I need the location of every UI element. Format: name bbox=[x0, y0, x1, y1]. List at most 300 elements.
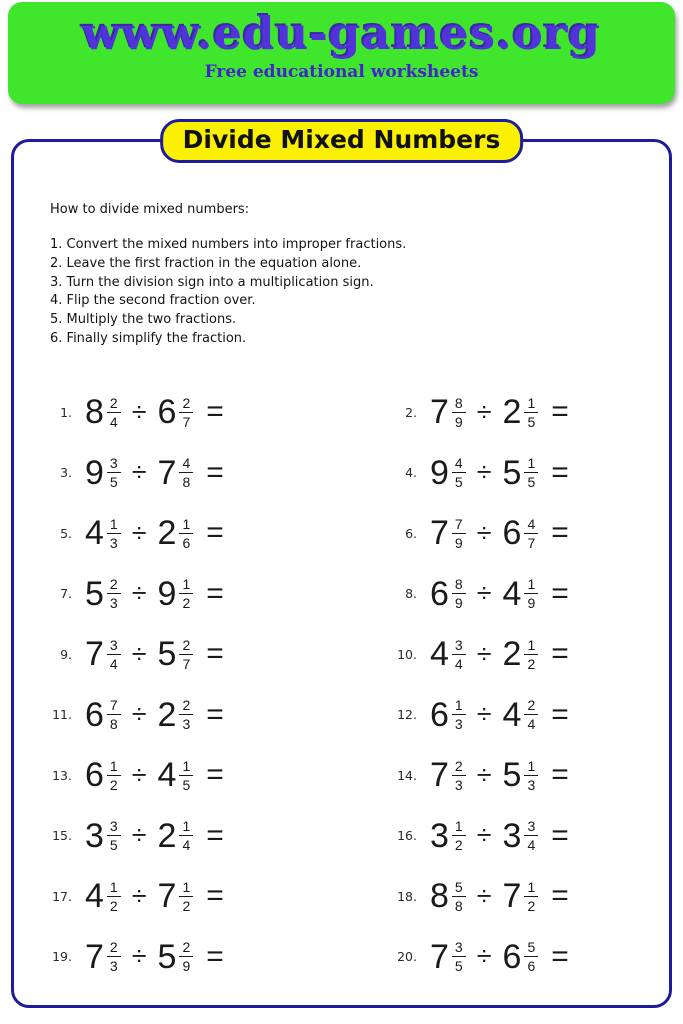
fraction-denominator: 7 bbox=[182, 655, 191, 672]
fraction bbox=[179, 939, 193, 974]
fraction-denominator: 2 bbox=[109, 897, 118, 914]
fraction bbox=[107, 455, 121, 490]
problem-17 bbox=[45, 866, 390, 927]
mixed-number bbox=[85, 455, 121, 490]
mixed-number bbox=[158, 516, 194, 551]
fraction-denominator: 6 bbox=[182, 534, 191, 551]
fraction-denominator: 9 bbox=[182, 958, 191, 975]
problem-number: 12. bbox=[397, 707, 417, 723]
whole-number: 2 bbox=[157, 514, 177, 553]
site-banner bbox=[8, 2, 675, 104]
fraction bbox=[452, 637, 466, 672]
problem-9 bbox=[45, 624, 390, 685]
fraction-numerator: 2 bbox=[107, 939, 121, 957]
instructions-block bbox=[50, 202, 406, 349]
problem-number: 9. bbox=[60, 646, 72, 662]
fraction bbox=[524, 637, 538, 672]
fraction-denominator: 2 bbox=[109, 776, 118, 793]
fraction-numerator: 1 bbox=[107, 758, 121, 776]
fraction bbox=[524, 516, 538, 551]
fraction-numerator: 3 bbox=[524, 818, 538, 836]
fraction bbox=[452, 516, 466, 551]
fraction-numerator: 7 bbox=[107, 697, 121, 715]
fraction-numerator: 1 bbox=[452, 697, 466, 715]
fraction-denominator: 5 bbox=[109, 837, 118, 854]
problem-expression bbox=[430, 516, 569, 551]
divide-sign: ÷ bbox=[131, 638, 147, 669]
problem-expression bbox=[430, 939, 569, 974]
whole-number: 9 bbox=[85, 453, 104, 492]
fraction-denominator: 2 bbox=[182, 595, 191, 612]
problem-number: 18. bbox=[397, 888, 417, 904]
fraction-numerator: 4 bbox=[179, 455, 193, 473]
mixed-number bbox=[503, 939, 539, 974]
whole-number: 4 bbox=[502, 695, 522, 734]
problem-expression bbox=[85, 818, 224, 853]
fraction-numerator: 8 bbox=[452, 395, 466, 413]
divide-sign: ÷ bbox=[476, 820, 492, 851]
problem-expression bbox=[85, 637, 224, 672]
equals-sign: = bbox=[551, 576, 569, 610]
fraction-numerator: 2 bbox=[179, 697, 193, 715]
mixed-number bbox=[503, 395, 539, 430]
whole-number: 3 bbox=[502, 816, 522, 855]
problem-expression bbox=[430, 758, 569, 793]
instruction-step: 6. Finally simplify the fraction. bbox=[50, 330, 247, 346]
fraction-denominator: 3 bbox=[109, 534, 118, 551]
whole-number: 5 bbox=[502, 756, 522, 795]
instruction-step: 5. Multiply the two fractions. bbox=[50, 312, 237, 328]
mixed-number bbox=[85, 758, 121, 793]
whole-number: 7 bbox=[85, 635, 104, 674]
problem-expression bbox=[85, 697, 224, 732]
equals-sign: = bbox=[551, 516, 569, 550]
problem-20 bbox=[390, 927, 655, 988]
fraction-numerator: 1 bbox=[179, 758, 193, 776]
fraction bbox=[179, 516, 193, 551]
fraction-denominator: 4 bbox=[527, 716, 536, 733]
equals-sign: = bbox=[206, 516, 224, 550]
fraction-denominator: 3 bbox=[109, 958, 118, 975]
fraction bbox=[452, 455, 466, 490]
mixed-number bbox=[158, 637, 194, 672]
problem-number: 8. bbox=[405, 586, 417, 602]
problem-10 bbox=[390, 624, 655, 685]
mixed-number bbox=[430, 818, 466, 853]
fraction-denominator: 3 bbox=[527, 776, 536, 793]
whole-number: 7 bbox=[430, 756, 449, 795]
problem-18 bbox=[390, 866, 655, 927]
mixed-number bbox=[503, 818, 539, 853]
fraction bbox=[107, 879, 121, 914]
problem-number: 15. bbox=[52, 828, 72, 844]
whole-number: 6 bbox=[85, 695, 104, 734]
fraction-numerator: 3 bbox=[452, 939, 466, 957]
mixed-number bbox=[85, 818, 121, 853]
fraction bbox=[524, 455, 538, 490]
fraction-numerator: 2 bbox=[107, 395, 121, 413]
whole-number: 2 bbox=[502, 635, 522, 674]
fraction-denominator: 6 bbox=[527, 958, 536, 975]
problem-expression bbox=[85, 516, 224, 551]
equals-sign: = bbox=[206, 455, 224, 489]
whole-number: 7 bbox=[430, 393, 449, 432]
whole-number: 5 bbox=[157, 937, 177, 976]
problem-expression bbox=[85, 455, 224, 490]
fraction-numerator: 3 bbox=[107, 637, 121, 655]
fraction bbox=[524, 576, 538, 611]
fraction-numerator: 4 bbox=[452, 455, 466, 473]
mixed-number bbox=[503, 637, 539, 672]
fraction bbox=[452, 758, 466, 793]
problem-15 bbox=[45, 806, 390, 867]
equals-sign: = bbox=[551, 758, 569, 792]
equals-sign: = bbox=[206, 879, 224, 913]
mixed-number bbox=[503, 455, 539, 490]
fraction bbox=[107, 637, 121, 672]
mixed-number bbox=[430, 939, 466, 974]
mixed-number bbox=[430, 395, 466, 430]
equals-sign: = bbox=[206, 395, 224, 429]
fraction-numerator: 2 bbox=[107, 576, 121, 594]
fraction-numerator: 5 bbox=[524, 939, 538, 957]
equals-sign: = bbox=[206, 758, 224, 792]
fraction-denominator: 3 bbox=[454, 716, 463, 733]
whole-number: 6 bbox=[85, 756, 104, 795]
fraction bbox=[179, 576, 193, 611]
fraction bbox=[179, 697, 193, 732]
whole-number: 5 bbox=[85, 574, 104, 613]
fraction-denominator: 5 bbox=[454, 958, 463, 975]
fraction-denominator: 4 bbox=[527, 837, 536, 854]
equals-sign: = bbox=[206, 818, 224, 852]
fraction-numerator: 8 bbox=[452, 576, 466, 594]
divide-sign: ÷ bbox=[476, 759, 492, 790]
fraction-numerator: 5 bbox=[452, 879, 466, 897]
problem-3 bbox=[45, 443, 390, 504]
fraction-denominator: 3 bbox=[109, 595, 118, 612]
fraction-numerator: 3 bbox=[107, 455, 121, 473]
whole-number: 6 bbox=[430, 695, 449, 734]
fraction bbox=[452, 395, 466, 430]
fraction-numerator: 3 bbox=[107, 818, 121, 836]
divide-sign: ÷ bbox=[131, 699, 147, 730]
fraction-denominator: 9 bbox=[454, 595, 463, 612]
fraction-numerator: 2 bbox=[452, 758, 466, 776]
mixed-number bbox=[158, 879, 194, 914]
worksheet-title-badge: Divide Mixed Numbers bbox=[160, 119, 524, 163]
divide-sign: ÷ bbox=[131, 396, 147, 427]
fraction-denominator: 9 bbox=[454, 534, 463, 551]
fraction-denominator: 8 bbox=[454, 897, 463, 914]
problem-1 bbox=[45, 382, 390, 443]
divide-sign: ÷ bbox=[131, 759, 147, 790]
problem-8 bbox=[390, 564, 655, 625]
problem-expression bbox=[430, 879, 569, 914]
mixed-number bbox=[85, 395, 121, 430]
mixed-number bbox=[503, 516, 539, 551]
fraction bbox=[107, 395, 121, 430]
fraction-denominator: 4 bbox=[182, 837, 191, 854]
mixed-number bbox=[85, 939, 121, 974]
whole-number: 5 bbox=[157, 635, 177, 674]
fraction-numerator: 1 bbox=[179, 818, 193, 836]
equals-sign: = bbox=[551, 697, 569, 731]
whole-number: 7 bbox=[85, 937, 104, 976]
fraction bbox=[107, 818, 121, 853]
mixed-number bbox=[158, 576, 194, 611]
problem-2 bbox=[390, 382, 655, 443]
mixed-number bbox=[85, 697, 121, 732]
equals-sign: = bbox=[206, 576, 224, 610]
problem-7 bbox=[45, 564, 390, 625]
fraction-denominator: 5 bbox=[182, 776, 191, 793]
mixed-number bbox=[85, 516, 121, 551]
fraction bbox=[107, 697, 121, 732]
fraction-denominator: 5 bbox=[109, 474, 118, 491]
fraction bbox=[452, 818, 466, 853]
whole-number: 6 bbox=[502, 514, 522, 553]
problem-6 bbox=[390, 503, 655, 564]
whole-number: 2 bbox=[157, 695, 177, 734]
mixed-number bbox=[85, 879, 121, 914]
equals-sign: = bbox=[551, 818, 569, 852]
whole-number: 7 bbox=[430, 514, 449, 553]
problem-expression bbox=[430, 697, 569, 732]
whole-number: 2 bbox=[157, 816, 177, 855]
instructions-heading: How to divide mixed numbers: bbox=[50, 202, 250, 217]
mixed-number bbox=[158, 758, 194, 793]
problem-13 bbox=[45, 745, 390, 806]
fraction-numerator: 1 bbox=[107, 516, 121, 534]
fraction bbox=[107, 516, 121, 551]
whole-number: 4 bbox=[502, 574, 522, 613]
fraction bbox=[524, 818, 538, 853]
problem-12 bbox=[390, 685, 655, 746]
mixed-number bbox=[503, 576, 539, 611]
mixed-number bbox=[430, 516, 466, 551]
mixed-number bbox=[430, 758, 466, 793]
fraction-numerator: 1 bbox=[524, 455, 538, 473]
divide-sign: ÷ bbox=[131, 517, 147, 548]
fraction-denominator: 7 bbox=[182, 413, 191, 430]
problem-number: 14. bbox=[397, 767, 417, 783]
fraction bbox=[179, 637, 193, 672]
fraction-numerator: 2 bbox=[179, 939, 193, 957]
problem-16 bbox=[390, 806, 655, 867]
whole-number: 9 bbox=[157, 574, 177, 613]
problem-11 bbox=[45, 685, 390, 746]
divide-sign: ÷ bbox=[131, 820, 147, 851]
divide-sign: ÷ bbox=[476, 517, 492, 548]
problem-14 bbox=[390, 745, 655, 806]
fraction bbox=[524, 697, 538, 732]
fraction-denominator: 8 bbox=[109, 716, 118, 733]
problem-number: 13. bbox=[52, 767, 72, 783]
mixed-number bbox=[430, 879, 466, 914]
whole-number: 4 bbox=[85, 877, 104, 916]
mixed-number bbox=[158, 939, 194, 974]
problems-grid bbox=[45, 382, 655, 987]
mixed-number bbox=[430, 697, 466, 732]
fraction-denominator: 4 bbox=[109, 413, 118, 430]
divide-sign: ÷ bbox=[476, 699, 492, 730]
mixed-number bbox=[503, 697, 539, 732]
fraction-denominator: 7 bbox=[527, 534, 536, 551]
fraction-denominator: 5 bbox=[527, 413, 536, 430]
fraction-denominator: 2 bbox=[182, 897, 191, 914]
problem-number: 7. bbox=[60, 586, 72, 602]
fraction-numerator: 7 bbox=[452, 516, 466, 534]
whole-number: 9 bbox=[430, 453, 449, 492]
fraction-numerator: 1 bbox=[179, 879, 193, 897]
fraction-denominator: 5 bbox=[527, 474, 536, 491]
fraction-denominator: 5 bbox=[454, 474, 463, 491]
whole-number: 4 bbox=[157, 756, 177, 795]
fraction-numerator: 2 bbox=[179, 395, 193, 413]
problem-expression bbox=[85, 939, 224, 974]
equals-sign: = bbox=[551, 879, 569, 913]
whole-number: 4 bbox=[85, 514, 104, 553]
fraction bbox=[524, 939, 538, 974]
divide-sign: ÷ bbox=[131, 578, 147, 609]
problem-number: 20. bbox=[397, 949, 417, 965]
whole-number: 6 bbox=[430, 574, 449, 613]
fraction-denominator: 3 bbox=[182, 716, 191, 733]
site-tagline: Free educational worksheets bbox=[204, 61, 479, 82]
instruction-step: 3. Turn the division sign into a multiplication sign. bbox=[50, 274, 374, 290]
problem-expression bbox=[430, 395, 569, 430]
divide-sign: ÷ bbox=[476, 396, 492, 427]
fraction-denominator: 2 bbox=[527, 897, 536, 914]
whole-number: 7 bbox=[157, 877, 177, 916]
problem-number: 5. bbox=[60, 525, 72, 541]
divide-sign: ÷ bbox=[476, 880, 492, 911]
fraction-numerator: 1 bbox=[524, 637, 538, 655]
problem-number: 10. bbox=[397, 646, 417, 662]
mixed-number bbox=[85, 576, 121, 611]
fraction-denominator: 2 bbox=[527, 655, 536, 672]
problem-expression bbox=[85, 395, 224, 430]
fraction bbox=[107, 576, 121, 611]
whole-number: 4 bbox=[430, 635, 449, 674]
problem-expression bbox=[85, 879, 224, 914]
problem-number: 11. bbox=[52, 707, 72, 723]
divide-sign: ÷ bbox=[476, 638, 492, 669]
divide-sign: ÷ bbox=[476, 941, 492, 972]
problem-19 bbox=[45, 927, 390, 988]
fraction-denominator: 8 bbox=[182, 474, 191, 491]
problem-expression bbox=[430, 576, 569, 611]
whole-number: 8 bbox=[430, 877, 449, 916]
problem-expression bbox=[85, 758, 224, 793]
divide-sign: ÷ bbox=[131, 457, 147, 488]
whole-number: 3 bbox=[85, 816, 104, 855]
fraction bbox=[179, 758, 193, 793]
equals-sign: = bbox=[206, 697, 224, 731]
whole-number: 6 bbox=[502, 937, 522, 976]
mixed-number bbox=[158, 818, 194, 853]
problem-expression bbox=[85, 576, 224, 611]
site-url: www.edu-games.org bbox=[82, 7, 601, 60]
fraction-denominator: 9 bbox=[527, 595, 536, 612]
fraction bbox=[107, 939, 121, 974]
instruction-step: 1. Convert the mixed numbers into improper fractions. bbox=[50, 237, 407, 252]
fraction-numerator: 3 bbox=[452, 637, 466, 655]
problem-number: 3. bbox=[60, 465, 72, 481]
equals-sign: = bbox=[551, 455, 569, 489]
problem-number: 4. bbox=[405, 465, 417, 481]
whole-number: 7 bbox=[430, 937, 449, 976]
fraction-denominator: 4 bbox=[454, 655, 463, 672]
fraction-numerator: 4 bbox=[524, 516, 538, 534]
problem-number: 16. bbox=[397, 828, 417, 844]
fraction-numerator: 2 bbox=[524, 697, 538, 715]
whole-number: 7 bbox=[502, 877, 522, 916]
fraction bbox=[107, 758, 121, 793]
equals-sign: = bbox=[206, 637, 224, 671]
fraction-numerator: 1 bbox=[524, 576, 538, 594]
equals-sign: = bbox=[551, 395, 569, 429]
problem-number: 19. bbox=[52, 949, 72, 965]
mixed-number bbox=[158, 697, 194, 732]
problem-expression bbox=[430, 455, 569, 490]
fraction-denominator: 2 bbox=[454, 837, 463, 854]
problem-number: 1. bbox=[60, 404, 72, 420]
problem-expression bbox=[430, 637, 569, 672]
instruction-step: 4. Flip the second fraction over. bbox=[50, 293, 256, 309]
fraction-numerator: 1 bbox=[452, 818, 466, 836]
mixed-number bbox=[430, 455, 466, 490]
whole-number: 5 bbox=[502, 453, 522, 492]
divide-sign: ÷ bbox=[131, 941, 147, 972]
equals-sign: = bbox=[551, 637, 569, 671]
mixed-number bbox=[158, 395, 194, 430]
fraction-denominator: 4 bbox=[109, 655, 118, 672]
fraction bbox=[524, 395, 538, 430]
whole-number: 6 bbox=[157, 393, 177, 432]
problem-5 bbox=[45, 503, 390, 564]
equals-sign: = bbox=[206, 939, 224, 973]
fraction bbox=[179, 395, 193, 430]
problem-4 bbox=[390, 443, 655, 504]
mixed-number bbox=[503, 758, 539, 793]
divide-sign: ÷ bbox=[476, 578, 492, 609]
problem-number: 17. bbox=[52, 888, 72, 904]
fraction bbox=[179, 879, 193, 914]
fraction bbox=[524, 758, 538, 793]
whole-number: 3 bbox=[430, 816, 449, 855]
mixed-number bbox=[158, 455, 194, 490]
mixed-number bbox=[503, 879, 539, 914]
whole-number: 7 bbox=[157, 453, 177, 492]
fraction bbox=[179, 455, 193, 490]
whole-number: 2 bbox=[502, 393, 522, 432]
whole-number: 8 bbox=[85, 393, 104, 432]
fraction-numerator: 1 bbox=[179, 576, 193, 594]
fraction-numerator: 1 bbox=[524, 395, 538, 413]
fraction bbox=[452, 697, 466, 732]
fraction-numerator: 1 bbox=[524, 879, 538, 897]
mixed-number bbox=[430, 637, 466, 672]
fraction bbox=[452, 576, 466, 611]
fraction-numerator: 1 bbox=[179, 516, 193, 534]
equals-sign: = bbox=[551, 939, 569, 973]
divide-sign: ÷ bbox=[131, 880, 147, 911]
fraction-numerator: 1 bbox=[524, 758, 538, 776]
problem-number: 2. bbox=[405, 404, 417, 420]
mixed-number bbox=[85, 637, 121, 672]
